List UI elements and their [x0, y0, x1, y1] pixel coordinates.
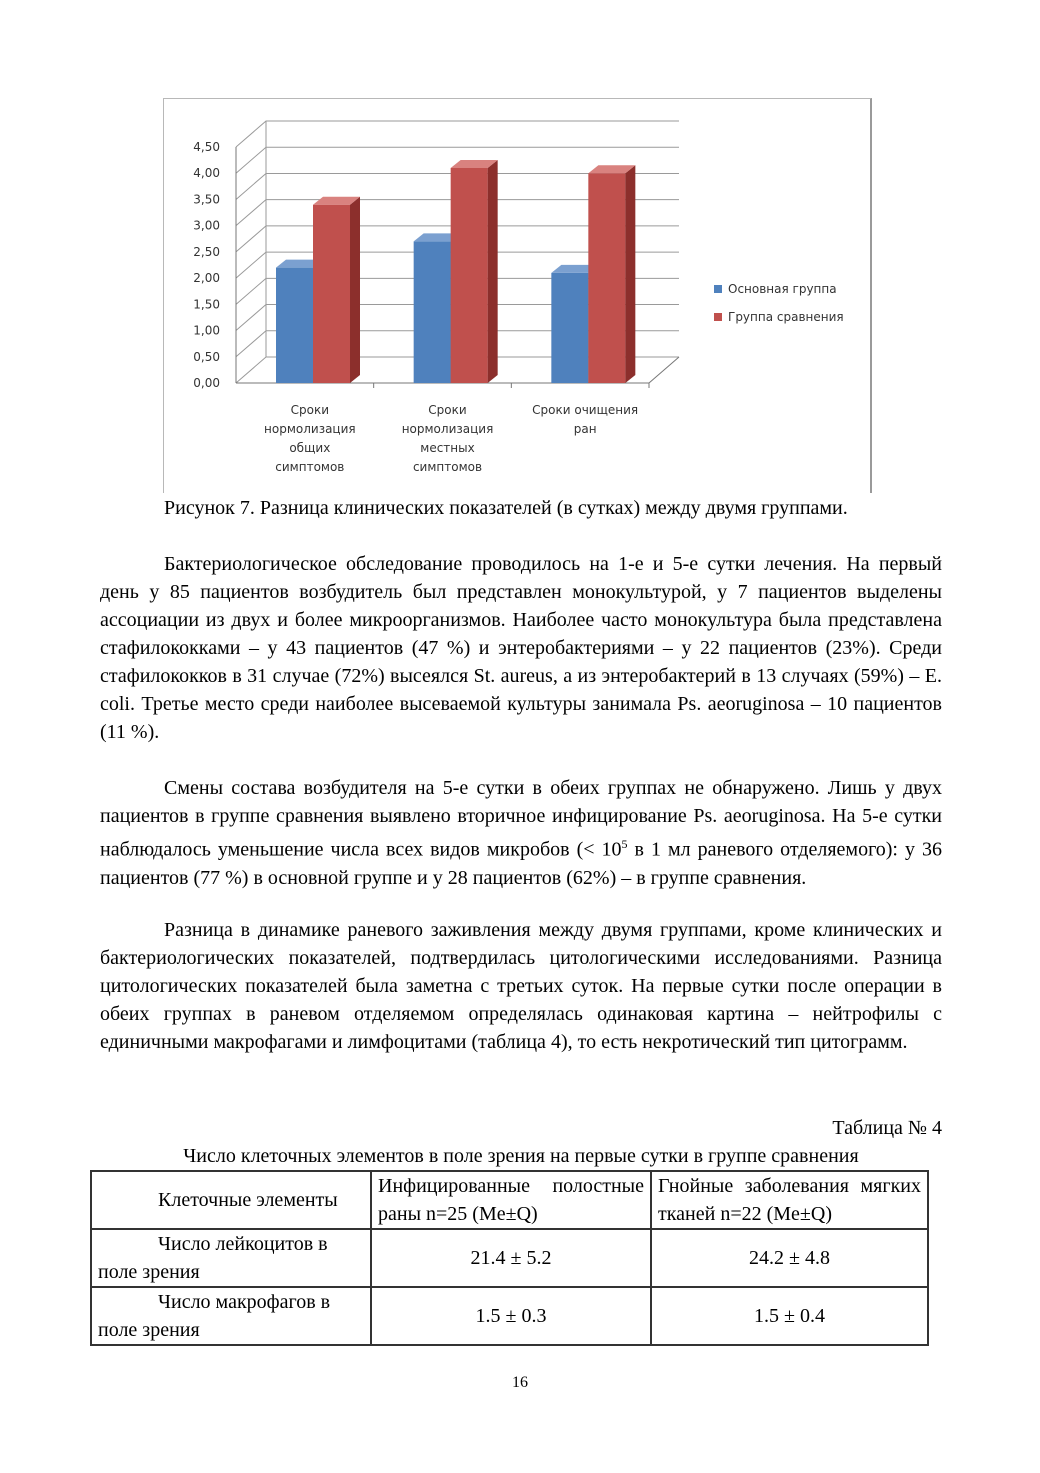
paragraph-2: Смены состава возбудителя на 5-е сутки в обеих группах не обнаружено. Лишь у двух пациентов в группе сравнения выявлено вторичное инфицирование Ps. aeoruginosa. На 5-е сутки наблюдалось уменьшение числа всех видов микробов (< $10^5$ в 1 мл раневого отделяемого): у 36 пациентов (77 %) в основной группе и у 28 пациентов (62%) – в группе сравнения. — [100, 777, 942, 889]
x-tick-label: общих — [289, 441, 331, 455]
x-tick-label: нормолизация — [264, 422, 356, 436]
legend-item-main-group — [714, 275, 844, 303]
x-tick-label: нормолизация — [401, 422, 494, 436]
paragraph-1: Бактериологическое обследование проводилось на 1-е и 5-е сутки лечения. На первый день у 85 пациентов возбудитель был представлен монокультурой, у 7 пациентов выделены ассоциации из двух и более микроорганизмов. Наиболее часто монокультура была представлена стафилококками – у 43 пациентов (47 %) и энтеробактериями – у 22 пациентов (23%). Среди стафилококков в 31 случае (72%) высеялся St. aureus, а из энтеробактерий в 13 случаях (59%) – E. coli. Третье место среди наиболее высеваемой культуры занимала Ps. aeoruginosa – 10 пациентов (11 %). — [100, 553, 942, 743]
table-row — [91, 1229, 928, 1287]
table-cell: 24.2 ± 4.8 — [651, 1229, 928, 1287]
y-tick-label: 2,00 — [193, 271, 220, 286]
page-number: 16 — [512, 1374, 528, 1391]
header-cell: Гнойные заболевания мягких тканей n=22 (Me±Q) — [651, 1171, 928, 1229]
table-header-row — [91, 1171, 928, 1229]
x-tick-label: местных — [420, 441, 475, 455]
bar-side — [350, 197, 360, 383]
legend-label: Группа сравнения — [728, 310, 844, 324]
x-tick-label: симптомов — [275, 460, 345, 474]
figure-caption: Рисунок 7. Разница клинических показателей (в сутках) между двумя группами. — [164, 497, 848, 519]
table-cell: Число лейкоцитов в поле зрения — [91, 1229, 371, 1287]
bar — [451, 168, 488, 383]
header-cell: Инфицированные полостные раны n=25 (Me±Q) — [371, 1171, 651, 1229]
paragraph-3: Разница в динамике раневого заживления между двумя группами, кроме клинических и бактериологических показателей, подтвердилась цитологическими исследованиями. Разница цитологических показателей была заметна с третьих суток. На первые сутки после операции в обеих группах в раневом отделяемом определялась одинаковая картина – нейтрофилы с единичными макрофагами и лимфоцитами (таблица 4), то есть некротический тип цитограмм. — [100, 919, 942, 1053]
x-tick-label: Сроки — [428, 403, 467, 417]
chart-legend — [714, 275, 844, 331]
legend-swatch-blue — [714, 285, 722, 293]
bar-side — [625, 165, 635, 383]
table-cell: 21.4 ± 5.2 — [371, 1229, 651, 1287]
y-tick-label: 0,50 — [193, 349, 220, 364]
gridline — [236, 121, 679, 147]
y-tick-label: 2,50 — [193, 244, 220, 259]
legend-item-comparison-group — [714, 303, 844, 331]
bar-chart-figure — [163, 98, 872, 493]
x-tick-label: Сроки — [290, 403, 330, 417]
data-table — [90, 1170, 929, 1346]
y-tick-label: 1,00 — [193, 323, 220, 338]
y-tick-label: 1,50 — [193, 297, 220, 312]
bar — [551, 273, 588, 383]
bar — [588, 173, 625, 383]
table-title: Число клеточных элементов в поле зрения на первые сутки в группе сравнения — [183, 1145, 859, 1167]
bar — [276, 268, 313, 383]
superscript: 5 — [621, 837, 628, 851]
floor-edge — [649, 357, 679, 383]
y-tick-label: 0,00 — [193, 376, 220, 390]
table-row — [91, 1287, 928, 1345]
table-label: Таблица № 4 — [832, 1117, 942, 1139]
x-tick-label: Сроки очищения — [532, 403, 639, 417]
legend-label: Основная группа — [728, 282, 837, 296]
x-tick-label: симптомов — [412, 460, 483, 474]
bar — [414, 241, 451, 383]
y-tick-label: 4,00 — [193, 166, 220, 181]
legend-swatch-red — [714, 313, 722, 321]
table-cell: Число макрофагов в поле зрения — [91, 1287, 371, 1345]
table-cell: 1.5 ± 0.4 — [651, 1287, 928, 1345]
y-tick-label: 4,50 — [193, 140, 220, 154]
table-cell: 1.5 ± 0.3 — [371, 1287, 651, 1345]
bar-side — [488, 160, 498, 383]
bar — [313, 205, 350, 383]
x-tick-label: ран — [573, 422, 597, 436]
y-tick-label: 3,00 — [193, 218, 220, 233]
y-tick-label: 3,50 — [193, 192, 220, 207]
header-cell: Клеточные элементы — [91, 1171, 371, 1229]
